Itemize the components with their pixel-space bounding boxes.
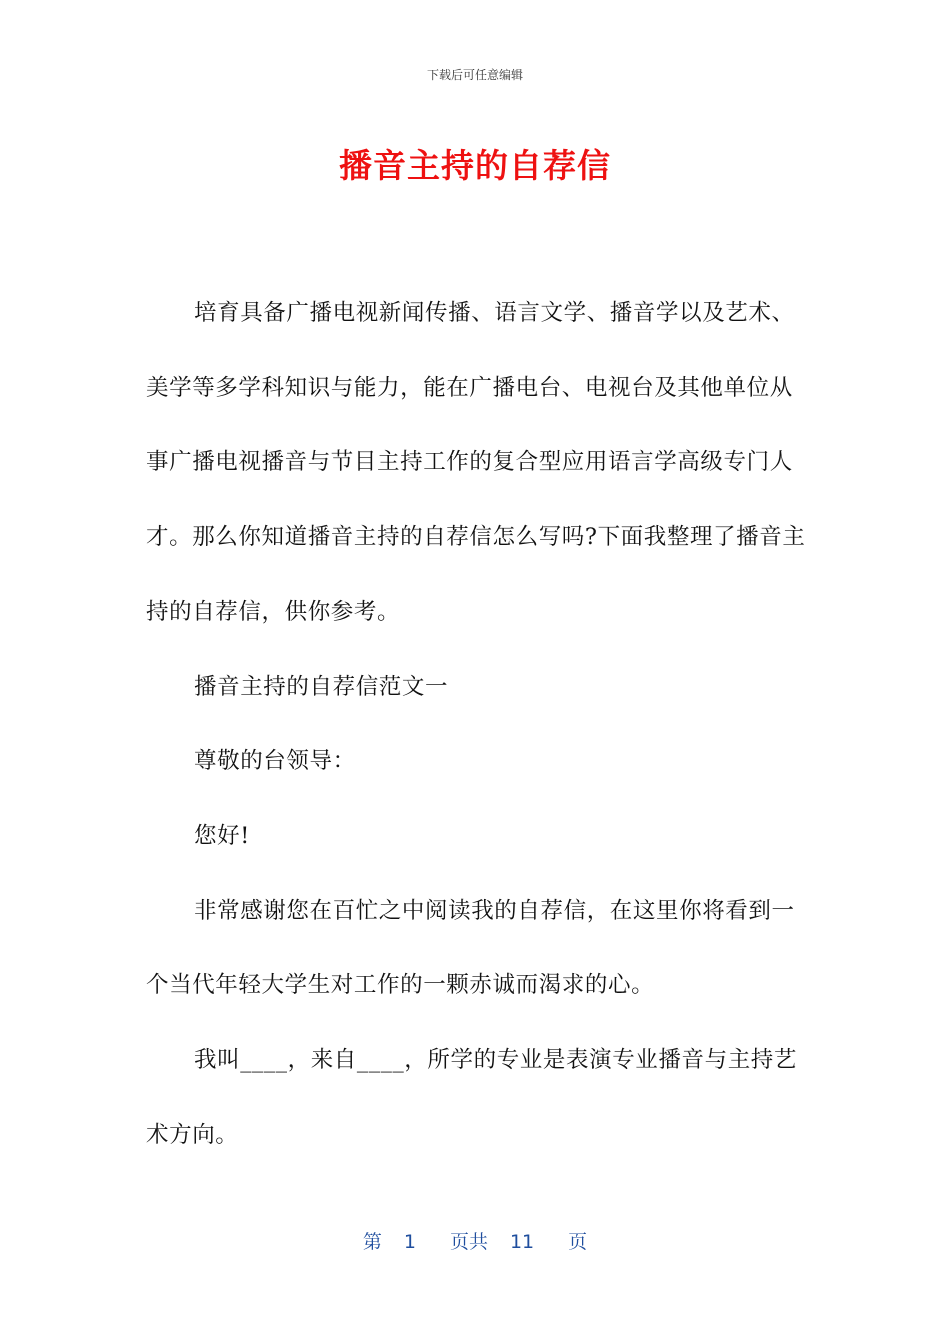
document-body (146, 276, 806, 1172)
page-number-footer (0, 1227, 950, 1254)
document-title: 播音主持的自荐信 (339, 146, 611, 185)
body-paragraph: 我叫____，来自____，所学的专业是表演专业播音与主持艺术方向。 (146, 1047, 798, 1148)
footer-prefix: 第 (362, 1231, 382, 1253)
footer-middle: 页共 (449, 1231, 488, 1253)
body-paragraph: 非常感谢您在百忙之中阅读我的自荐信，在这里你将看到一个当代年轻大学生对工作的一颗赤诚而渴求的心。 (146, 897, 795, 999)
footer-current-page: 1 (403, 1231, 416, 1253)
footer-suffix: 页 (568, 1231, 588, 1253)
greeting: 您好! (194, 822, 250, 849)
intro-paragraph: 培育具备广播电视新闻传播、语言文学、播音学以及艺术、美学等多学科知识与能力，能在广播电台、电视台及其他单位从事广播电视播音与节目主持工作的复合型应用语言学高级专门人才。那么你知道播音主持的自荐信怎么写吗?下面我整理了播音主持的自荐信，供你参考。 (146, 300, 806, 625)
sample-heading: 播音主持的自荐信范文一 (194, 673, 449, 700)
salutation: 尊敬的台领导： (194, 748, 356, 775)
header-note: 下载后可任意编辑 (426, 68, 523, 82)
footer-total-pages: 11 (509, 1231, 535, 1253)
